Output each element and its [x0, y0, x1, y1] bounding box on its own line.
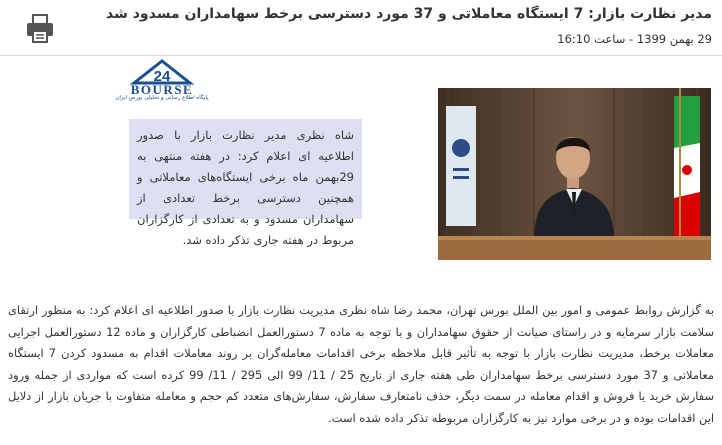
logo-caption: پایگاه اطلاع رسانی و تحلیلی بورس ایران [115, 95, 209, 101]
article-title: مدیر نظارت بازار: 7 ایستگاه معاملاتی و 37 مورد دسترسی برخط سهامداران مسدود شد [106, 6, 712, 22]
article-photo [438, 88, 711, 260]
logo-wordmark: BOURSE [130, 82, 194, 97]
logo-numeral: 24 [153, 68, 171, 85]
printer-icon[interactable] [26, 14, 54, 44]
article-body: به گزارش روابط عمومی و امور بین الملل بورس تهران، محمد رضا شاه نظری مدیریت نظارت بازار با صدور اطلاعیه ای اعلام کرد: به منظور ارتقای سلامت بازار سرمایه و در راستای صیانت از حقوق سهامداران و با توجه به ماده 7 دستورالعمل انضباطی کارگزاران و ماده 12 دستورالعمل اجرایی معاملات برخط، مدیریت نظارت بازار با توجه به تأثیر قابل ملاحظه برخی اقدامات معامله‌گران بر روند معاملات اقدام به مسدود کردن 7 ایستگاه معاملاتی و 37 مورد دسترسی برخط سهامداران طی هفته جاری از تاریخ 25 / 11/ 99 الی 295 / 11/ 99 کرده است که مواردی از جمله ورود سفارش خرید یا فروش و اقدام معامله در سمت دیگر، حذف نامتعارف سفارش، سفارش‌های متعدد کم حجم و معامله متفاوت با جریان بازار از دلایل این اقدامات بوده و در برخی موارد نیز به کارگزاران مربوطه تذکر داده شده است. [8, 303, 715, 425]
article-date: 29 بهمن 1399 - ساعت 16:10 [557, 32, 712, 46]
article-lead: شاه نظری مدیر نظارت بازار با صدور اطلاعیه ای اعلام کرد: در هفته منتهی به 29بهمن ماه برخی ایستگاه‌های معاملاتی و همچنین دسترسی برخط تعدادی از سهامداران مسدود و به تعدادی از کارگزاران مربوط در هفته جاری تذکر داده شد. [129, 119, 362, 219]
bourse24-logo[interactable] [102, 57, 222, 105]
header-divider [0, 55, 722, 56]
